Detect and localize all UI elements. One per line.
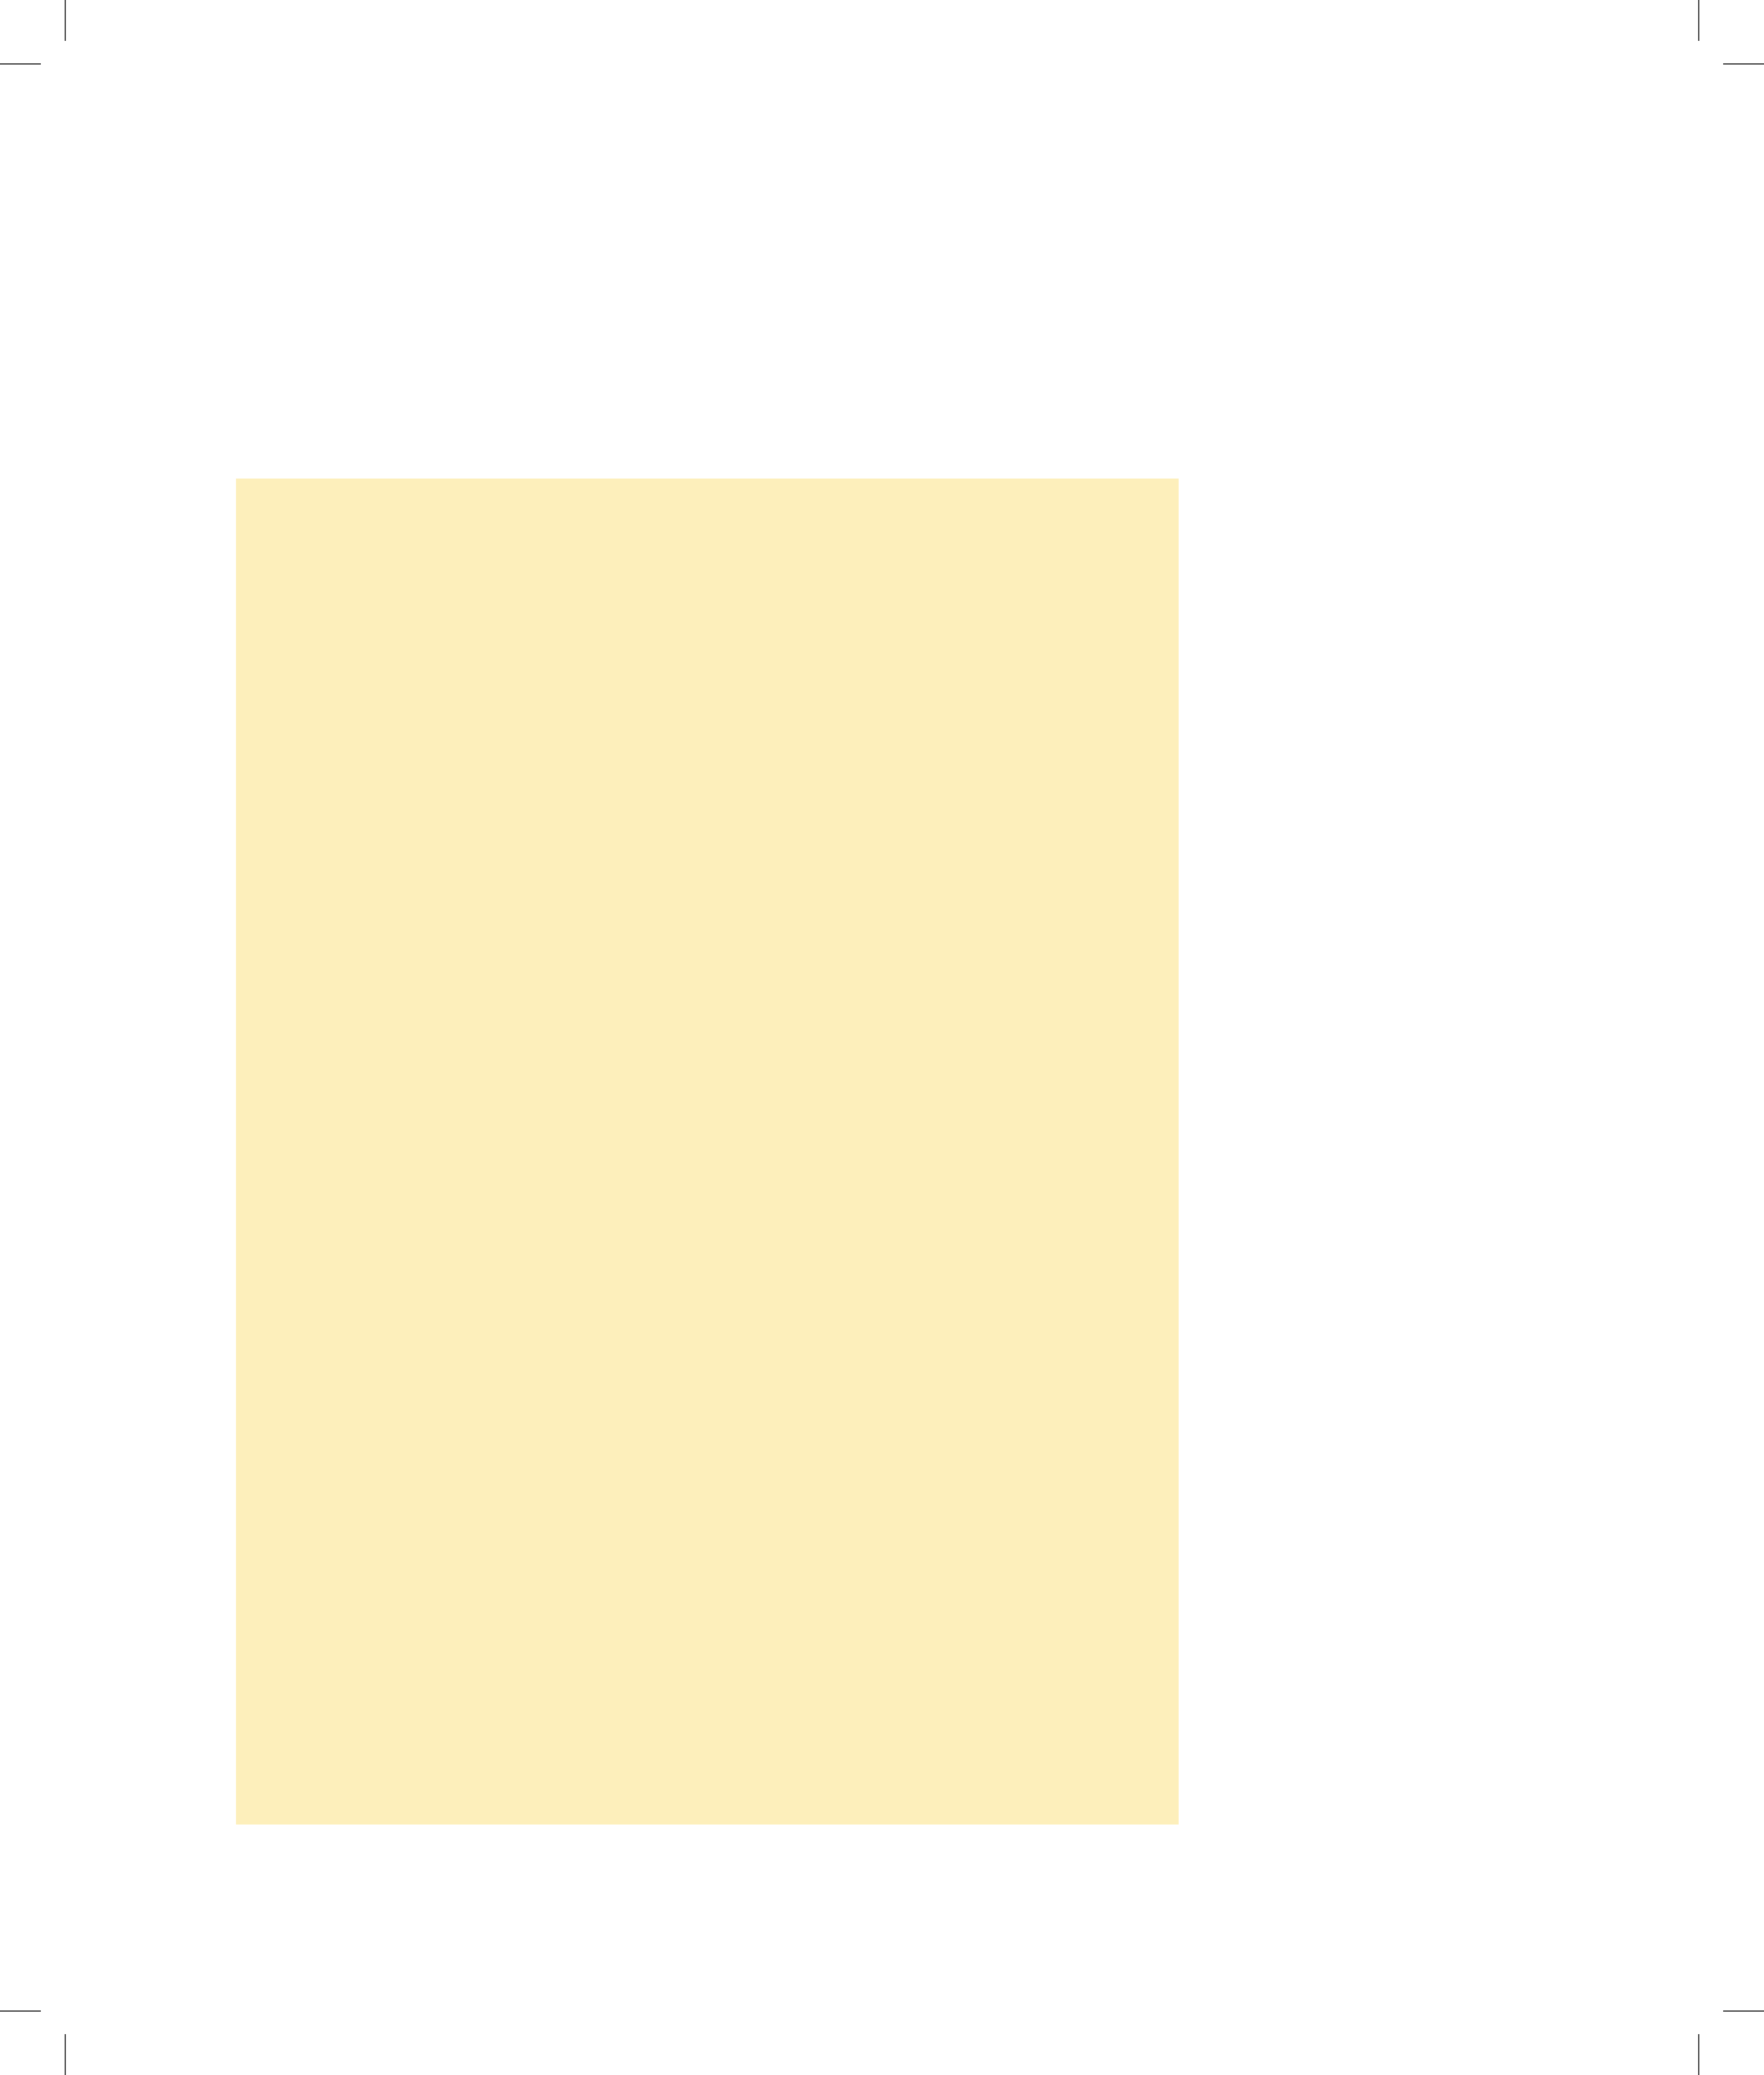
crop-mark bbox=[65, 2034, 66, 2075]
crop-mark bbox=[1723, 2010, 1764, 2012]
crop-mark bbox=[0, 2010, 41, 2012]
header-decorative-band bbox=[0, 0, 1764, 382]
content-panel bbox=[236, 479, 1179, 1825]
crop-mark bbox=[1698, 2034, 1699, 2075]
